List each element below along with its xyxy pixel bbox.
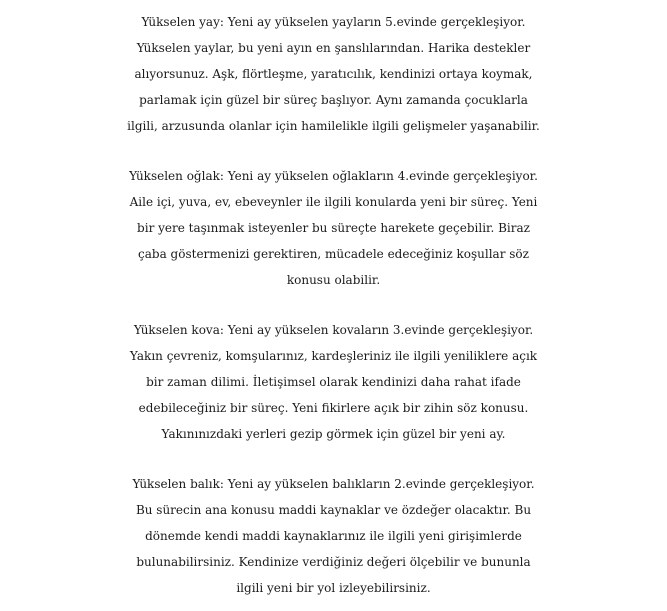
text-line: dönemde kendi maddi kaynaklarınız ile ilgili yeni girişimlerde: [145, 529, 522, 543]
text-line: Yükselen yaylar, bu yeni ayın en şanslılarından. Harika destekler: [136, 41, 531, 55]
text-line: çaba göstermenizi gerektiren, mücadele edeceğiniz koşullar söz: [138, 247, 529, 261]
text-line: bir yere taşınmak isteyenler bu süreçte harekete geçebilir. Biraz: [137, 221, 530, 235]
text-line: Bu sürecin ana konusu maddi kaynaklar ve özdeğer olacaktır. Bu: [135, 503, 532, 517]
text-line: Yükselen kova: Yeni ay yükselen kovaların 3.evinde gerçekleşiyor.: [133, 323, 534, 337]
text-line: ilgili, arzusunda olanlar için hamilelikle ilgili gelişmeler yaşanabilir.: [127, 119, 540, 133]
text-line: Yükselen balık: Yeni ay yükselen balıkların 2.evinde gerçekleşiyor.: [132, 477, 535, 491]
text-line: bulunabilirsiniz. Kendinize verdiğiniz değeri ölçebilir ve bununla: [136, 555, 531, 569]
text-line: konusu olabilir.: [286, 273, 381, 287]
text-line: bir zaman dilimi. İletişimsel olarak kendinizi daha rahat ifade: [146, 375, 521, 389]
text-line: ilgili yeni bir yol izleyebilirsiniz.: [236, 581, 431, 595]
paragraph-yukselen-balik: [0, 471, 667, 601]
text-line: Aile içi, yuva, ev, ebeveynler ile ilgili konularda yeni bir süreç. Yeni: [129, 195, 538, 209]
text-line: Yükselen oğlak: Yeni ay yükselen oğlakların 4.evinde gerçekleşiyor.: [129, 169, 538, 183]
paragraph-yukselen-oglak: [0, 163, 667, 293]
text-line: Yükselen yay: Yeni ay yükselen yayların 5.evinde gerçekleşiyor.: [141, 15, 526, 29]
paragraph-yukselen-kova: [0, 317, 667, 447]
text-line: parlamak için güzel bir süreç başlıyor. Aynı zamanda çocuklarla: [139, 93, 528, 107]
paragraph-yukselen-yay: [0, 9, 667, 139]
text-line: Yakın çevreniz, komşularınız, kardeşleriniz ile ilgili yeniliklere açık: [129, 349, 538, 363]
text-line: Yakınınızdaki yerleri gezip görmek için güzel bir yeni ay.: [161, 427, 506, 441]
text-line: alıyorsunuz. Aşk, flörtleşme, yaratıcılık, kendinizi ortaya koymak,: [134, 67, 533, 81]
text-line: edebileceğiniz bir süreç. Yeni fikirlere açık bir zihin söz konusu.: [138, 401, 529, 415]
